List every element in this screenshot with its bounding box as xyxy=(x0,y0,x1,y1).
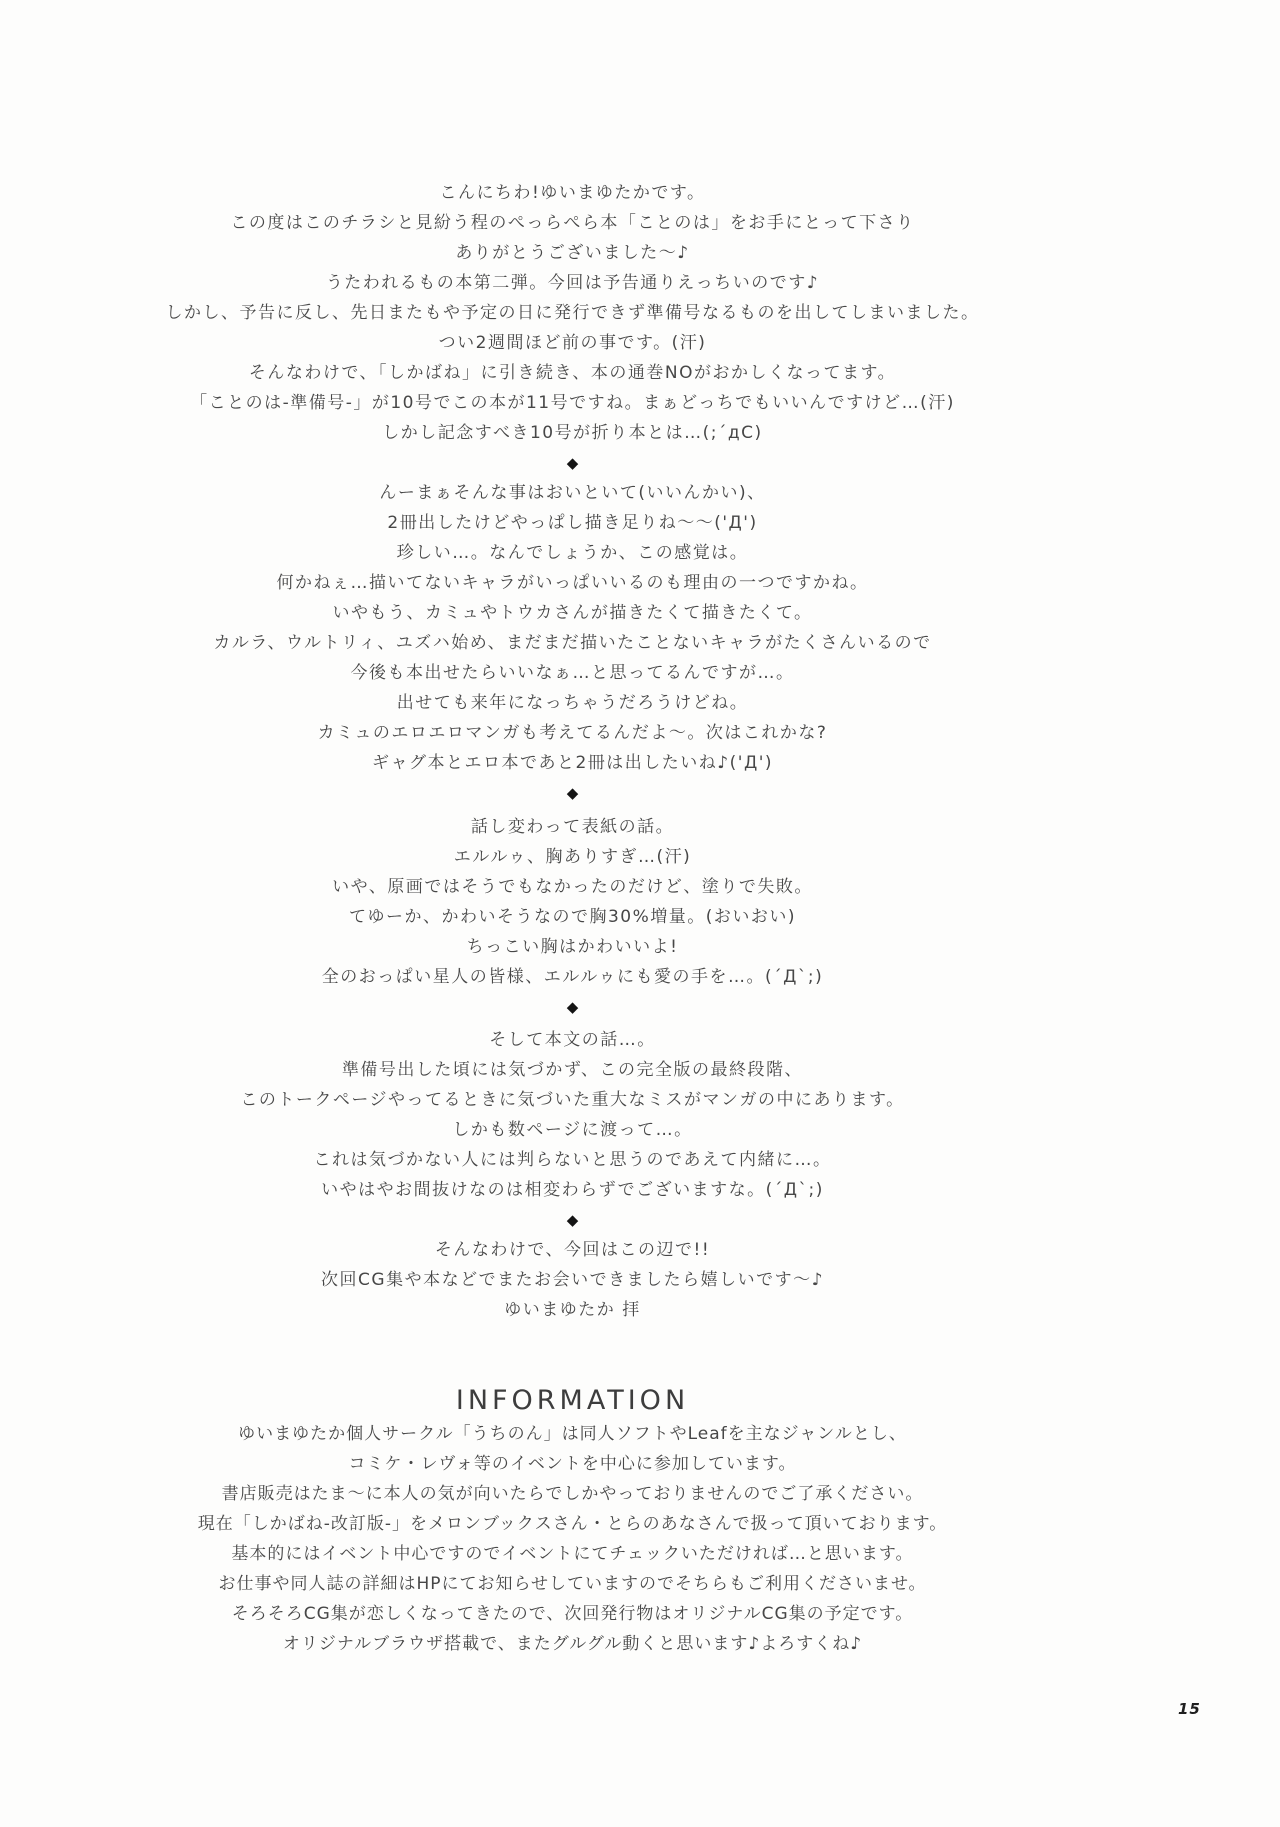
talk-line: こんにちわ!ゆいまゆたかです。 xyxy=(439,183,706,203)
talk-line: 次回CG集や本などでまたお会いできましたら嬉しいです〜♪ xyxy=(321,1270,824,1290)
talk-line: これは気づかない人には判らないと思うのであえて内緒に…。 xyxy=(313,1150,832,1170)
talk-line: 「ことのは-準備号-」が10号でこの本が11号ですね。まぁどっちでもいいんですけど…(汗) xyxy=(190,393,955,413)
talk-line: 準備号出した頃には気づかず、この完全版の最終段階、 xyxy=(341,1060,804,1080)
diamond-divider-icon: ◆ xyxy=(566,998,579,1016)
talk-line: そんなわけで、今回はこの辺で!! xyxy=(434,1240,711,1260)
talk-line: ギャグ本とエロ本であと2冊は出したいね♪('Д') xyxy=(371,753,774,773)
information-title: INFORMATION xyxy=(455,1385,690,1416)
talk-line: つい2週間ほど前の事です。(汗) xyxy=(438,333,707,353)
talk-line: カルラ、ウルトリィ、ユズハ始め、まだまだ描いたことないキャラがたくさんいるので xyxy=(213,633,932,653)
talk-line: 珍しい…。なんでしょうか、この感覚は。 xyxy=(396,543,749,563)
talk-line: そんなわけで、「しかばね」に引き続き、本の通巻NOがおかしくなってます。 xyxy=(248,363,897,383)
talk-line: ありがとうございました〜♪ xyxy=(455,243,690,263)
talk-line: 何かねぇ…描いてないキャラがいっぱいいるのも理由の一つですかね。 xyxy=(276,573,869,593)
talk-line: カミュのエロエロマンガも考えてるんだよ〜。次はこれかな? xyxy=(317,723,828,743)
talk-line: しかし記念すべき10号が折り本とは…(;´дC) xyxy=(382,423,763,443)
signoff-line: ゆいまゆたか 拝 xyxy=(504,1300,641,1320)
talk-section xyxy=(0,812,1145,992)
information-line: オリジナルブラウザ搭載で、またグルグル動くと思います♪よろすくね♪ xyxy=(282,1634,863,1654)
talk-line: 今後も本出せたらいいなぁ…と思ってるんですが…。 xyxy=(350,663,795,683)
talk-line: 話し変わって表紙の話。 xyxy=(470,817,675,837)
talk-line: そして本文の話…。 xyxy=(489,1030,656,1050)
talk-line: いやはやお間抜けなのは相変わらずでございますな。(´Д`;) xyxy=(321,1180,824,1200)
diamond-divider-icon: ◆ xyxy=(566,454,579,472)
talk-line: 出せても来年になっちゃうだろうけどね。 xyxy=(396,693,749,713)
talk-line: エルルゥ、胸ありすぎ…(汗) xyxy=(453,847,692,867)
diamond-divider-icon: ◆ xyxy=(566,1211,579,1229)
talk-line: この度はこのチラシと見紛う程のぺっらぺら本「ことのは」をお手にとって下さり xyxy=(230,213,915,233)
talk-line: ちっこい胸はかわいいよ! xyxy=(466,937,679,957)
talk-line: んーまぁそんな事はおいといて(いいんかい)、 xyxy=(379,483,766,503)
talk-line: 2冊出したけどやっぱし描き足りね〜〜('Д') xyxy=(387,513,758,533)
talk-line: いやもう、カミュやトウカさんが描きたくて描きたくて。 xyxy=(332,603,813,623)
diamond-divider-icon: ◆ xyxy=(566,784,579,802)
information-line: 基本的にはイベント中心ですのでイベントにてチェックいただければ…と思います。 xyxy=(231,1544,914,1564)
talk-line: てゆーか、かわいそうなので胸30%増量。(おいおい) xyxy=(348,907,797,927)
talk-text-block xyxy=(0,178,1145,1659)
information-line: 書店販売はたま〜に本人の気が向いたらでしかやっておりませんのでご了承ください。 xyxy=(221,1484,924,1504)
talk-line: 全のおっぱい星人の皆様、エルルゥにも愛の手を…。(´Д`;) xyxy=(321,967,824,987)
information-line: そろそろCG集が恋しくなってきたので、次回発行物はオリジナルCG集の予定です。 xyxy=(231,1604,914,1624)
talk-line: しかも数ページに渡って…。 xyxy=(452,1120,693,1140)
information-line: コミケ・レヴォ等のイベントを中心に参加しています。 xyxy=(348,1454,797,1474)
information-line: 現在「しかばね-改訂版-」をメロンブックスさん・とらのあなさんで扱って頂いております。 xyxy=(197,1514,948,1534)
talk-section xyxy=(0,1025,1145,1205)
information-line: お仕事や同人誌の詳細はHPにてお知らせしていますのでそちらもご利用くださいませ。 xyxy=(218,1574,927,1594)
talk-line: このトークページやってるときに気づいた重大なミスがマンガの中にあります。 xyxy=(240,1090,905,1110)
talk-line: うたわれるもの本第二弾。今回は予告通りえっちいのです♪ xyxy=(325,273,820,293)
talk-line: しかし、予告に反し、先日またもや予定の日に発行できず準備号なるものを出してしまいました。 xyxy=(165,303,980,323)
information-line: ゆいまゆたか個人サークル「うちのん」は同人ソフトやLeafを主なジャンルとし、 xyxy=(238,1424,907,1444)
page-number: 15 xyxy=(1178,1700,1201,1718)
talk-line: いや、原画ではそうでもなかったのだけど、塗りで失敗。 xyxy=(332,877,813,897)
